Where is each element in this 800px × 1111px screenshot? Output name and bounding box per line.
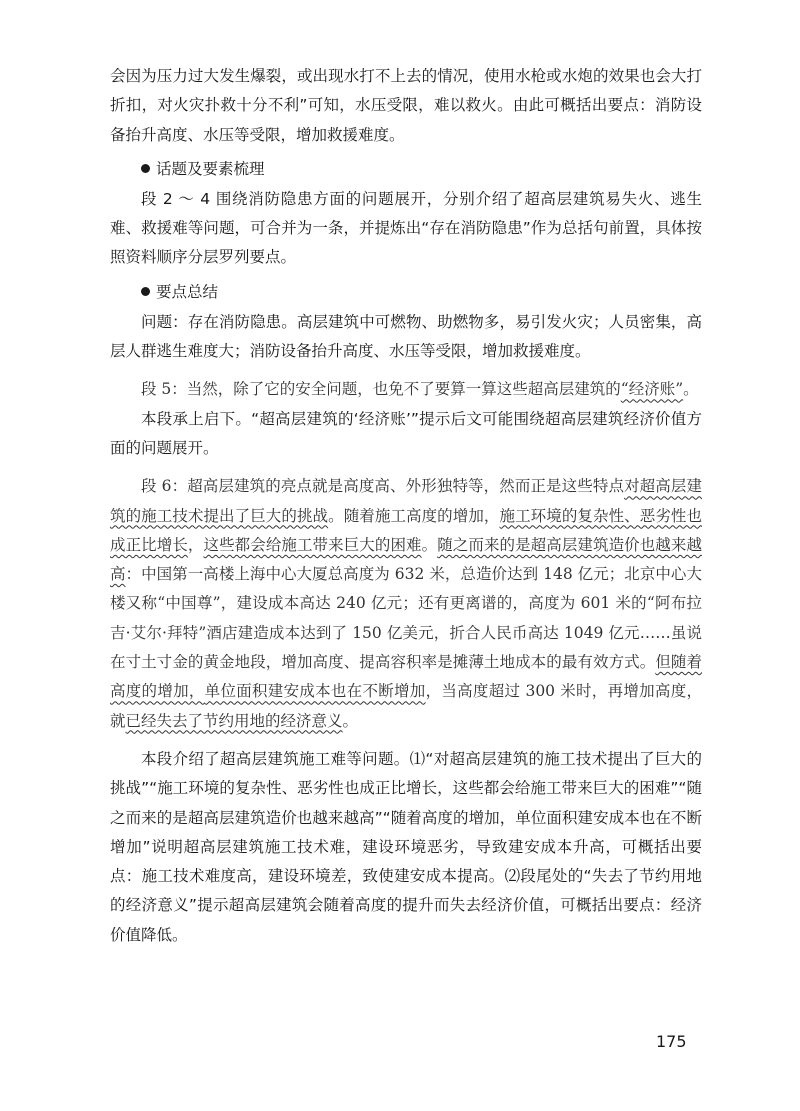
underlined-phrase: 随之而来的是超高层建筑造价也越来越高 <box>110 535 702 584</box>
bullet-icon <box>141 287 150 296</box>
underlined-phrase: 施工环境的复杂性、恶劣性也成正比增长 <box>110 506 702 554</box>
underlined-phrase: 单位面积建安成本也在不断增加 <box>204 682 426 701</box>
page-number: 175 <box>656 1032 687 1051</box>
bullet-icon <box>141 164 150 173</box>
underlined-phrase: 但随着高度的增加， <box>110 653 702 701</box>
underlined-phrase: “经济账” <box>620 380 684 399</box>
section-heading-summary: 要点总结 <box>110 280 702 304</box>
section-heading-topic: 话题及要素梳理 <box>110 157 702 181</box>
intro-paragraph: 会因为压力过大发生爆裂，或出现水打不上去的情况，使用水枪或水炮的效果也会大打折扣，对火灾扑救十分不利”可知，水压受限，难以救火。由此可概括出要点：消防设备抬升高度、水压等受限，增加救援难度。 <box>110 67 702 144</box>
underlined-phrase: 已经失去了节约用地的经济意义 <box>125 711 343 730</box>
excerpt-paragraph-5: 段 5：当然，除了它的安全问题，也免不了要算一算这些超高层建筑的“经济账”。 <box>141 380 699 399</box>
excerpt-paragraph-6: 段 6：超高层建筑的亮点就是高度高、外形独特等，然而正是这些特点对超高层建筑的施工技术提出了巨大的挑战。随着施工高度的增加，施工环境的复杂性、恶劣性也成正比增长，这些都会给施工带来巨大的困难。随之而来的是超高层建筑造价也越来越高：中国第一高楼上海中心大厦总高度为 632 米，总造价达到 148 亿元；北京中心大楼又称“中国尊”，建设成本高达 240 亿元；还有更离谱的，高度为 601 米的“阿布拉吉·艾尔·拜特”酒店建造成本达到了 150 亿美元，折合人民币高达 1049 亿元……虽说在寸土寸金的黄金地段，增加高度、提高容积率是摊薄土地成本的最有效方式。但随着高度的增加，单位面积建安成本也在不断增加，当高度超过 300 米时，再增加高度，就已经失去了节约用地的经济意义。 <box>110 477 702 730</box>
underlined-phrase: 对超高层建筑的施工技术提出了巨大的挑战 <box>110 477 702 525</box>
analysis-paragraph-6: 本段介绍了超高层建筑施工难等问题。⑴“对超高层建筑的施工技术提出了巨大的挑战”“施工环境的复杂性、恶劣性也成正比增长，这些都会给施工带来巨大的困难”“随之而来的是超高层建筑造价也越来越高”“随着高度的增加，单位面积建安成本也在不断增加”说明超高层建筑施工技术难，建设环境恶劣，导致建安成本升高，可概括出要点：施工技术难度高，建设环境差，致使建安成本提高。⑵段尾处的“失去了节约用地的经济意义”提示超高层建筑会随着高度的提升而失去经济价值，可概括出要点：经济价值降低。 <box>110 749 702 944</box>
page-content <box>110 62 702 950</box>
topic-paragraph: 段 2 ～ 4 围绕消防隐患方面的问题展开，分别介绍了超高层建筑易失火、逃生难、救援难等问题，可合并为一条，并提炼出“存在消防隐患”作为总括句前置，具体按照资料顺序分层罗列要点。 <box>110 189 702 267</box>
summary-paragraph: 问题：存在消防隐患。高层建筑中可燃物、助燃物多，易引发火灾；人员密集，高层人群逃生难度大；消防设备抬升高度、水压等受限，增加救援难度。 <box>110 312 702 361</box>
underlined-phrase: 这些都会给施工带来巨大的困难 <box>203 535 422 554</box>
analysis-paragraph-5: 本段承上启下。“超高层建筑的‘经济账’”提示后文可能围绕超高层建筑经济价值方面的问题展开。 <box>110 409 702 457</box>
